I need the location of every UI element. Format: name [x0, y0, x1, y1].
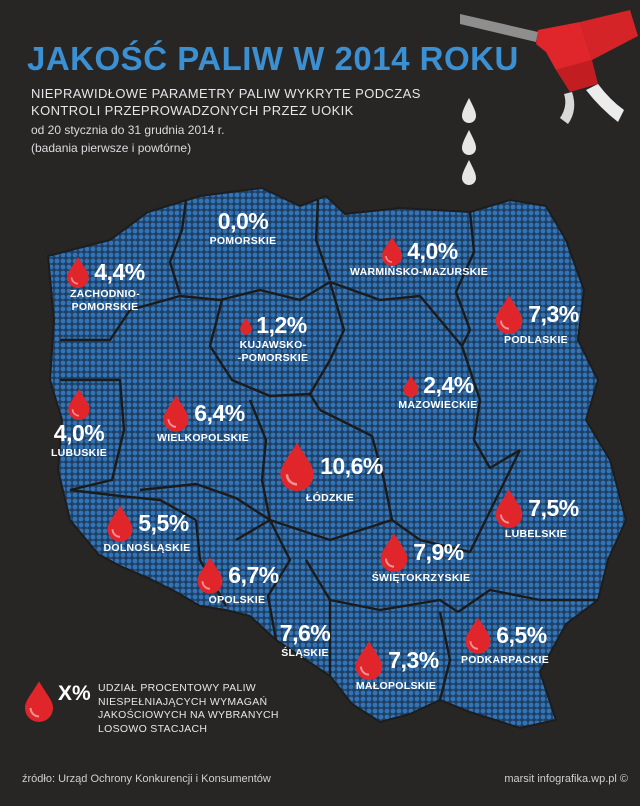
region-name: DOLNOŚLĄSKIE: [103, 542, 191, 554]
fuel-drop-icon: [353, 640, 385, 680]
region-value: 7,3%: [388, 646, 439, 673]
region-name: PODKARPACKIE: [461, 654, 549, 666]
legend: [18, 680, 318, 740]
region-name: ŚWIĘTOKRZYSKIE: [371, 572, 471, 584]
region-value: 2,4%: [423, 372, 474, 398]
region-mazowieckie: [388, 372, 488, 412]
credit-text: marsit infografika.wp.pl ©: [504, 773, 628, 785]
region-value: 4,0%: [407, 237, 458, 264]
region-lubelskie: [486, 488, 586, 541]
region-name: OPOLSKIE: [208, 594, 266, 606]
legend-text: [98, 682, 308, 736]
region-name-line-1: ZACHODNIO-: [69, 288, 141, 300]
legend-symbol: X%: [58, 682, 91, 705]
region-value: 7,3%: [528, 300, 579, 327]
region-opolskie: [192, 556, 282, 607]
legend-line-1: UDZIAŁ PROCENTOWY PALIW: [98, 682, 257, 694]
region-value: 7,9%: [413, 538, 464, 565]
region-value: 6,5%: [496, 621, 547, 648]
region-value: 4,4%: [94, 258, 145, 285]
fuel-drop-icon: [402, 375, 420, 397]
region-name: MAZOWIECKIE: [398, 399, 478, 411]
fuel-drop-icon: [380, 236, 404, 266]
fuel-drop-icon: [22, 680, 56, 722]
region-value: 7,5%: [528, 494, 579, 521]
region-value: 6,4%: [194, 399, 245, 426]
region-name: LUBUSKIE: [50, 447, 108, 459]
region-name: POMORSKIE: [209, 235, 277, 247]
region-value: 0,0%: [217, 208, 269, 234]
region-name: ŁÓDZKIE: [305, 492, 355, 504]
fuel-drop-icon: [161, 394, 191, 432]
fuel-drop-icon: [239, 317, 253, 335]
region-wielkopolskie: [148, 394, 258, 445]
region-podlaskie: [486, 294, 586, 347]
region-name: ŚLĄSKIE: [281, 647, 329, 659]
region-name-line-1: KUJAWSKO-: [239, 339, 307, 351]
fuel-drop-icon: [493, 488, 525, 528]
region-value: 1,2%: [256, 312, 307, 338]
region-zachodniopomorskie: [50, 256, 160, 314]
fuel-drop-icon: [105, 504, 135, 542]
region-value: 10,6%: [320, 452, 383, 479]
region-swietokrzyskie: [366, 532, 476, 585]
period-text: od 20 stycznia do 31 grudnia 2014 r.: [31, 123, 225, 137]
subtitle-line-1: NIEPRAWIDŁOWE PARAMETRY PALIW WYKRYTE PODCZAS: [31, 86, 421, 101]
region-name: MAŁOPOLSKIE: [355, 680, 437, 692]
page-title: JAKOŚĆ PALIW W 2014 ROKU: [27, 40, 519, 77]
region-name: WARMIŃSKO-MAZURSKIE: [349, 266, 489, 278]
region-value: 4,0%: [53, 420, 105, 446]
region-lubuskie: [44, 388, 114, 460]
region-value: 7,6%: [279, 620, 331, 646]
region-slaskie: [270, 620, 340, 660]
source-text: źródło: Urząd Ochrony Konkurencji i Konsumentów: [22, 773, 271, 785]
fuel-drop-icon: [66, 388, 92, 420]
legend-line-2: NIESPEŁNIAJĄCYCH WYMAGAŃ: [98, 695, 268, 708]
note-text: (badania pierwsze i powtórne): [31, 141, 192, 155]
fuel-drop-icon: [277, 440, 317, 492]
fuel-drop-icon: [65, 256, 91, 288]
region-malopolskie: [346, 640, 446, 693]
region-podkarpackie: [450, 616, 560, 667]
fuel-drop-icon: [378, 532, 410, 572]
region-kujawsko-pomorskie: [228, 312, 318, 365]
region-name: LUBELSKIE: [504, 528, 568, 540]
region-name: PODLASKIE: [504, 334, 568, 346]
region-name-line-2: -POMORSKIE: [237, 352, 309, 364]
region-warminsko-mazurskie: [344, 236, 494, 279]
fuel-drop-icon: [493, 294, 525, 334]
region-value: 6,7%: [228, 561, 279, 588]
region-pomorskie: [198, 208, 288, 248]
legend-line-3: JAKOŚCIOWYCH NA WYBRANYCH: [98, 709, 279, 721]
fuel-drop-icon: [195, 556, 225, 594]
subtitle-line-2: KONTROLI PRZEPROWADZONYCH PRZEZ UOKIK: [31, 103, 354, 118]
region-name-line-2: POMORSKIE: [71, 301, 139, 313]
region-lodzkie: [270, 440, 390, 505]
region-name: WIELKOPOLSKIE: [157, 432, 249, 444]
fuel-drop-icon: [463, 616, 493, 654]
region-dolnoslaskie: [92, 504, 202, 555]
legend-line-4: LOSOWO STACJACH: [98, 722, 208, 735]
region-value: 5,5%: [138, 509, 189, 536]
